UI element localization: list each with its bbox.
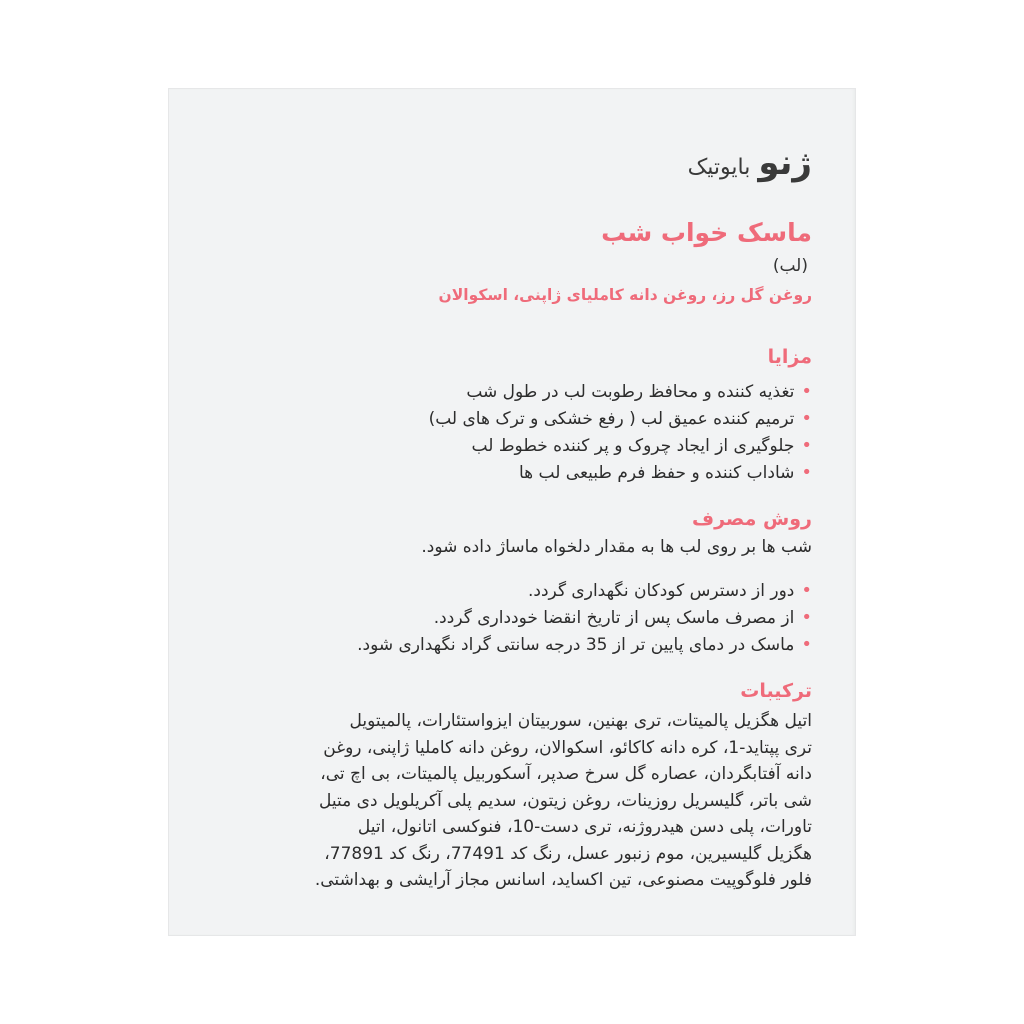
list-item xyxy=(357,631,812,658)
list-item xyxy=(357,604,812,631)
benefit-text: جلوگیری از ایجاد چروک و پر کننده خطوط لب xyxy=(471,436,795,456)
bullet-icon: • xyxy=(801,634,812,655)
list-item xyxy=(429,378,812,405)
bullet-icon: • xyxy=(801,381,812,402)
benefit-text: ترمیم کننده عمیق لب ( رفع خشکی و ترک های لب) xyxy=(428,409,795,429)
composition-text xyxy=(315,708,812,894)
benefit-text: شاداب کننده و حفظ فرم طبیعی لب ها xyxy=(518,463,795,483)
bullet-icon: • xyxy=(801,408,812,429)
key-ingredients: روغن گل رز، روغن دانه کاملیای ژاپنی، اسکوالان xyxy=(438,286,812,304)
benefits-list xyxy=(429,378,812,486)
composition-line: هگزیل گلیسیرین، موم زنبور عسل، رنگ کد 77491، رنگ کد 77891، xyxy=(324,843,812,864)
bullet-icon: • xyxy=(801,607,812,628)
composition-line: اتیل هگزیل پالمیتات، تری بهنین، سوربیتان ایزواستئارات، پالمیتویل xyxy=(349,711,812,731)
usage-title: روش مصرف xyxy=(692,508,812,530)
warning-text: ماسک در دمای پایین تر از 35 درجه سانتی گراد نگهداری شود. xyxy=(357,635,795,655)
list-item xyxy=(429,405,812,432)
product-title: ماسک خواب شب xyxy=(601,218,812,247)
product-box-panel xyxy=(168,88,856,936)
composition-title: ترکیبات xyxy=(740,680,812,702)
list-item xyxy=(429,459,812,486)
benefits-title: مزایا xyxy=(767,346,812,368)
composition-line: دانه آفتابگردان، عصاره گل سرخ صدپر، آسکوربیل پالمیتات، بی اچ تی، xyxy=(320,764,812,784)
warning-text: دور از دسترس کودکان نگهداری گردد. xyxy=(528,581,795,601)
brand-name: ژنو xyxy=(758,143,812,183)
list-item xyxy=(357,577,812,604)
list-item xyxy=(429,432,812,459)
warnings-list xyxy=(357,577,812,658)
benefit-text: تغذیه کننده و محافظ رطوبت لب در طول شب xyxy=(466,382,795,402)
composition-line: شی باتر، گلیسریل روزینات، روغن زیتون، سدیم پلی آکریلویل دی متیل xyxy=(319,790,812,811)
brand-sub: بایوتیک xyxy=(687,154,751,180)
composition-line: تاورات، پلی دسن هیدروژنه، تری دست-10، فنوکسی اتانول، اتیل xyxy=(357,817,812,837)
bullet-icon: • xyxy=(801,435,812,456)
composition-line: تری پپتاید-1، کره دانه کاکائو، اسکوالان، روغن دانه کاملیا ژاپنی، روغن xyxy=(323,737,812,758)
bullet-icon: • xyxy=(801,580,812,601)
composition-line: فلور فلوگوپیت مصنوعی، تین اکساید، اسانس مجاز آرایشی و بهداشتی. xyxy=(314,870,812,890)
warning-text: از مصرف ماسک پس از تاریخ انقضا خودداری گردد. xyxy=(433,608,795,628)
bullet-icon: • xyxy=(801,462,812,483)
usage-text: شب ها بر روی لب ها به مقدار دلخواه ماساژ داده شود. xyxy=(421,537,812,557)
brand-logo xyxy=(687,143,812,183)
product-subtitle: (لب) xyxy=(772,256,808,276)
